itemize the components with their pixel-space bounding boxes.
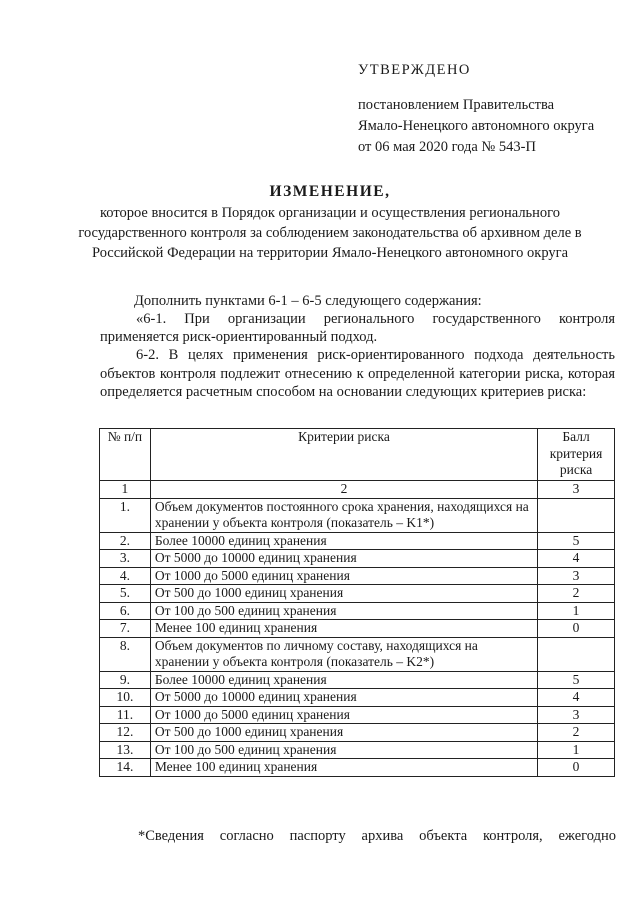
row-score: 0 [538,759,615,777]
row-num: 1. [100,498,151,532]
index-score: 3 [538,481,615,499]
header-score: Балл критерия риска [538,429,615,481]
row-score: 0 [538,620,615,638]
row-score [538,498,615,532]
row-criteria: Более 10000 единиц хранения [150,532,537,550]
intro-paragraph: Дополнить пунктами 6-1 – 6-5 следующего содержания: [134,293,482,309]
table-row [100,637,615,671]
header-criteria: Критерии риска [150,429,537,481]
approval-line-1: постановлением Правительства [358,97,555,113]
row-score: 2 [538,724,615,742]
row-criteria: Объем документов постоянного срока хранения, находящихся на хранении у объекта контроля (показатель – K1*) [150,498,537,532]
row-num: 12. [100,724,151,742]
footnote: *Сведения согласно паспорту архива объекта контроля, ежегодно [138,828,616,844]
approval-line-3: от 06 мая 2020 года № 543-П [358,139,536,155]
row-criteria: От 500 до 1000 единиц хранения [150,724,537,742]
row-criteria: Менее 100 единиц хранения [150,759,537,777]
paragraph-6-1-line-2: применяется риск-ориентированный подход. [100,329,378,345]
row-score: 5 [538,532,615,550]
row-criteria: От 500 до 1000 единиц хранения [150,585,537,603]
table-row [100,567,615,585]
table-row [100,671,615,689]
approval-heading: УТВЕРЖДЕНО [358,62,471,78]
row-criteria: От 1000 до 5000 единиц хранения [150,567,537,585]
table-row [100,498,615,532]
table-row [100,620,615,638]
row-score: 1 [538,602,615,620]
paragraph-6-1-line-1: «6-1. При организации регионального государственного контроля [136,311,615,327]
row-score: 3 [538,706,615,724]
row-num: 11. [100,706,151,724]
row-num: 7. [100,620,151,638]
table-header-row [100,429,615,481]
row-num: 5. [100,585,151,603]
row-num: 9. [100,671,151,689]
row-score: 1 [538,741,615,759]
row-num: 10. [100,689,151,707]
row-num: 3. [100,550,151,568]
index-criteria: 2 [150,481,537,499]
risk-criteria-table [99,428,615,777]
table-row [100,759,615,777]
row-num: 8. [100,637,151,671]
row-score: 2 [538,585,615,603]
row-num: 4. [100,567,151,585]
approval-block [358,60,594,158]
document-title: ИЗМЕНЕНИЕ, [269,183,391,200]
row-criteria: От 5000 до 10000 единиц хранения [150,689,537,707]
row-num: 2. [100,532,151,550]
table-row [100,706,615,724]
row-criteria: Объем документов по личному составу, находящихся на хранении у объекта контроля (показатель – K2*) [150,637,537,671]
row-criteria: От 100 до 500 единиц хранения [150,741,537,759]
row-score: 3 [538,567,615,585]
index-num: 1 [100,481,151,499]
row-criteria: От 100 до 500 единиц хранения [150,602,537,620]
table-row [100,689,615,707]
document-subtitle: которое вносится в Порядок организации и осуществления регионального государственного контроля за соблюдением законодательства об архивном деле в Российской Федерации на территории Ямало-Ненецкого автономного округа [78,205,582,261]
row-num: 6. [100,602,151,620]
table-row [100,550,615,568]
row-criteria: От 5000 до 10000 единиц хранения [150,550,537,568]
row-criteria: От 1000 до 5000 единиц хранения [150,706,537,724]
table-index-row [100,481,615,499]
row-criteria: Менее 100 единиц хранения [150,620,537,638]
row-score: 4 [538,550,615,568]
row-num: 13. [100,741,151,759]
table-row [100,602,615,620]
row-score: 4 [538,689,615,707]
row-criteria: Более 10000 единиц хранения [150,671,537,689]
paragraph-6-2: 6-2. В целях применения риск-ориентированного подхода деятельность объектов контроля подлежит отнесению к определенной категории риска, которая определяется расчетным способом на основании следующих критериев риска: [100,347,615,400]
header-num: № п/п [100,429,151,481]
approval-line-2: Ямало-Ненецкого автономного округа [358,118,595,134]
row-score [538,637,615,671]
row-score: 5 [538,671,615,689]
table-row [100,741,615,759]
table-row [100,585,615,603]
table-row [100,724,615,742]
table-row [100,532,615,550]
row-num: 14. [100,759,151,777]
